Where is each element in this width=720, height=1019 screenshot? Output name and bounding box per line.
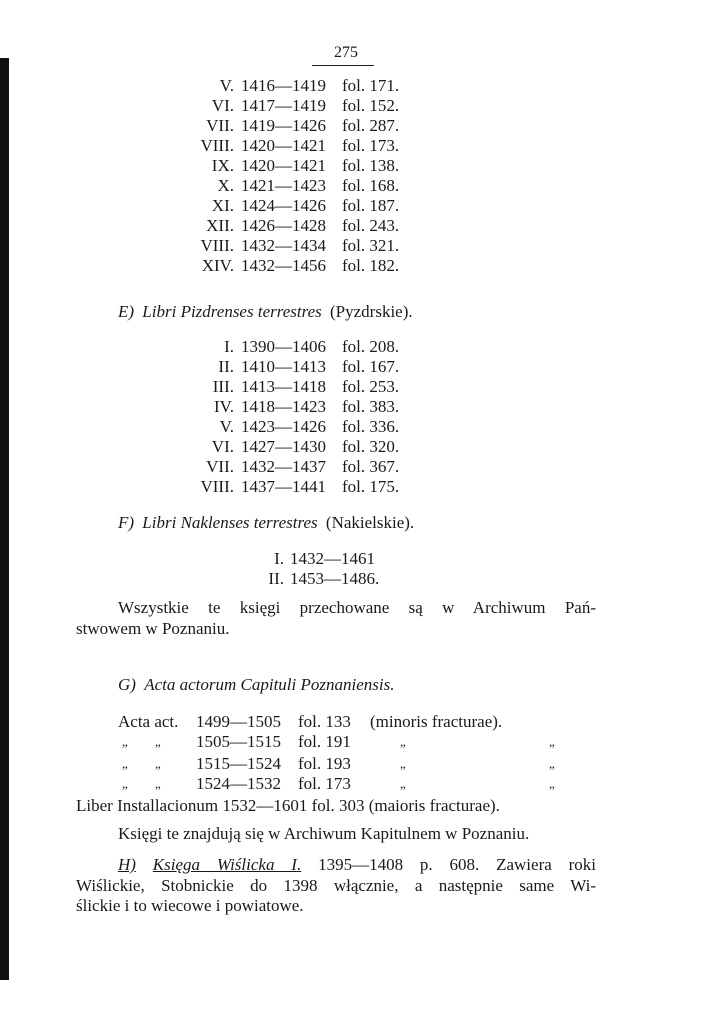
section-suffix: (Pyzdrskie). xyxy=(330,302,413,321)
year-range: 1453—1486. xyxy=(290,569,380,588)
ditto-mark: „ „ xyxy=(400,756,625,771)
section-h-line2: Wiślickie, Stobnickie do 1398 włącznie, a następnie same Wi- xyxy=(76,876,596,895)
folio-count: fol. 383. xyxy=(342,397,400,416)
roman-numeral: IV. xyxy=(214,397,234,416)
roman-numeral: II. xyxy=(218,357,234,376)
folio-count: fol. 175. xyxy=(342,477,400,496)
folio-count: fol. 287. xyxy=(342,116,400,135)
year-range: 1418—1423 xyxy=(241,397,326,416)
liber-installacionum-line: Liber Installacionum 1532—1601 fol. 303 (maioris fracturae). xyxy=(76,796,500,815)
roman-numeral: VII. xyxy=(206,457,234,476)
section-letter: G) xyxy=(118,675,136,694)
fracture-note: (minoris fracturae). xyxy=(370,712,503,731)
year-range: 1427—1430 xyxy=(241,437,326,456)
section-h-rest: 1395—1408 p. 608. Zawiera roki xyxy=(318,855,596,874)
folio-count: fol. 152. xyxy=(342,96,400,115)
scan-edge-bar xyxy=(0,58,9,980)
folio-count: fol. 168. xyxy=(342,176,400,195)
year-range: 1499—1505 xyxy=(196,712,281,731)
roman-numeral: X. xyxy=(217,176,234,195)
folio-count: fol. 243. xyxy=(342,216,400,235)
roman-numeral: VI. xyxy=(211,437,234,456)
section-title: Libri Naklenses terrestres xyxy=(142,513,318,532)
year-range: 1423—1426 xyxy=(241,417,326,436)
folio-count: fol. 367. xyxy=(342,457,400,476)
folio-count: fol. 336. xyxy=(342,417,400,436)
folio-count: fol. 138. xyxy=(342,156,400,175)
chapter-archive-note: Księgi te znajdują się w Archiwum Kapitulnem w Poznaniu. xyxy=(118,824,530,843)
roman-numeral: V. xyxy=(219,76,234,95)
section-title: Księga Wiślicka I. xyxy=(152,855,302,874)
roman-numeral: VII. xyxy=(206,116,234,135)
roman-numeral: XIV. xyxy=(201,256,234,275)
year-range: 1505—1515 xyxy=(196,732,281,751)
archive-note-line2: stwowem w Poznaniu. xyxy=(76,619,230,638)
ditto-mark: „ „ xyxy=(400,734,625,749)
folio-count: fol. 321. xyxy=(342,236,400,255)
year-range: 1432—1437 xyxy=(241,457,326,476)
folio-count: fol. 253. xyxy=(342,377,400,396)
roman-numeral: XI. xyxy=(211,196,234,215)
ditto-mark: „ „ xyxy=(400,776,625,791)
folio-count: fol. 171. xyxy=(342,76,400,95)
page-number: 275 xyxy=(334,44,358,61)
roman-numeral: V. xyxy=(219,417,234,436)
roman-numeral: I. xyxy=(274,549,284,568)
folio-count: fol. 187. xyxy=(342,196,400,215)
section-g-heading xyxy=(118,675,394,695)
roman-numeral: VIII. xyxy=(200,236,234,255)
year-range: 1390—1406 xyxy=(241,337,326,356)
year-range: 1432—1456 xyxy=(241,256,326,275)
ditto-mark: „ „ xyxy=(122,734,173,749)
acta-label: Acta act. xyxy=(118,712,179,731)
roman-numeral: I. xyxy=(224,337,234,356)
year-range: 1417—1419 xyxy=(241,96,326,115)
folio-count: fol. 208. xyxy=(342,337,400,356)
year-range: 1432—1434 xyxy=(241,236,326,255)
roman-numeral: II. xyxy=(268,569,284,588)
year-range: 1524—1532 xyxy=(196,774,281,793)
year-range: 1421—1423 xyxy=(241,176,326,195)
year-range: 1410—1413 xyxy=(241,357,326,376)
section-title: Libri Pizdrenses terrestres xyxy=(142,302,322,321)
roman-numeral: XII. xyxy=(206,216,234,235)
folio-count: fol. 173. xyxy=(342,136,400,155)
section-letter: H) xyxy=(118,855,136,874)
section-letter: F) xyxy=(118,513,135,532)
year-range: 1420—1421 xyxy=(241,136,326,155)
section-h-line3: ślickie i to wiecowe i powiatowe. xyxy=(76,896,304,915)
folio-count: fol. 173 xyxy=(298,774,351,793)
year-range: 1432—1461 xyxy=(290,549,375,568)
roman-numeral: VI. xyxy=(211,96,234,115)
folio-count: fol. 182. xyxy=(342,256,400,275)
year-range: 1413—1418 xyxy=(241,377,326,396)
year-range: 1419—1426 xyxy=(241,116,326,135)
section-title: Acta actorum Capituli Poznaniensis. xyxy=(144,675,395,694)
section-f-heading xyxy=(118,513,414,533)
year-range: 1424—1426 xyxy=(241,196,326,215)
archive-note-line1: Wszystkie te księgi przechowane są w Archiwum Pań- xyxy=(118,598,596,617)
year-range: 1420—1421 xyxy=(241,156,326,175)
folio-count: fol. 320. xyxy=(342,437,400,456)
year-range: 1515—1524 xyxy=(196,754,281,773)
section-letter: E) xyxy=(118,302,135,321)
folio-count: fol. 191 xyxy=(298,732,351,751)
year-range: 1416—1419 xyxy=(241,76,326,95)
year-range: 1426—1428 xyxy=(241,216,326,235)
year-range: 1437—1441 xyxy=(241,477,326,496)
ditto-mark: „ „ xyxy=(122,756,173,771)
folio-count: fol. 167. xyxy=(342,357,400,376)
folio-count: fol. 133 xyxy=(298,712,351,731)
folio-count: fol. 193 xyxy=(298,754,351,773)
roman-numeral: VIII. xyxy=(200,477,234,496)
roman-numeral: III. xyxy=(212,377,234,396)
ditto-mark: „ „ xyxy=(122,776,173,791)
section-e-heading xyxy=(118,302,413,322)
section-h-line1 xyxy=(118,855,596,875)
page-number-rule xyxy=(312,65,374,66)
roman-numeral: IX. xyxy=(211,156,234,175)
section-suffix: (Nakielskie). xyxy=(325,513,415,532)
roman-numeral: VIII. xyxy=(200,136,234,155)
